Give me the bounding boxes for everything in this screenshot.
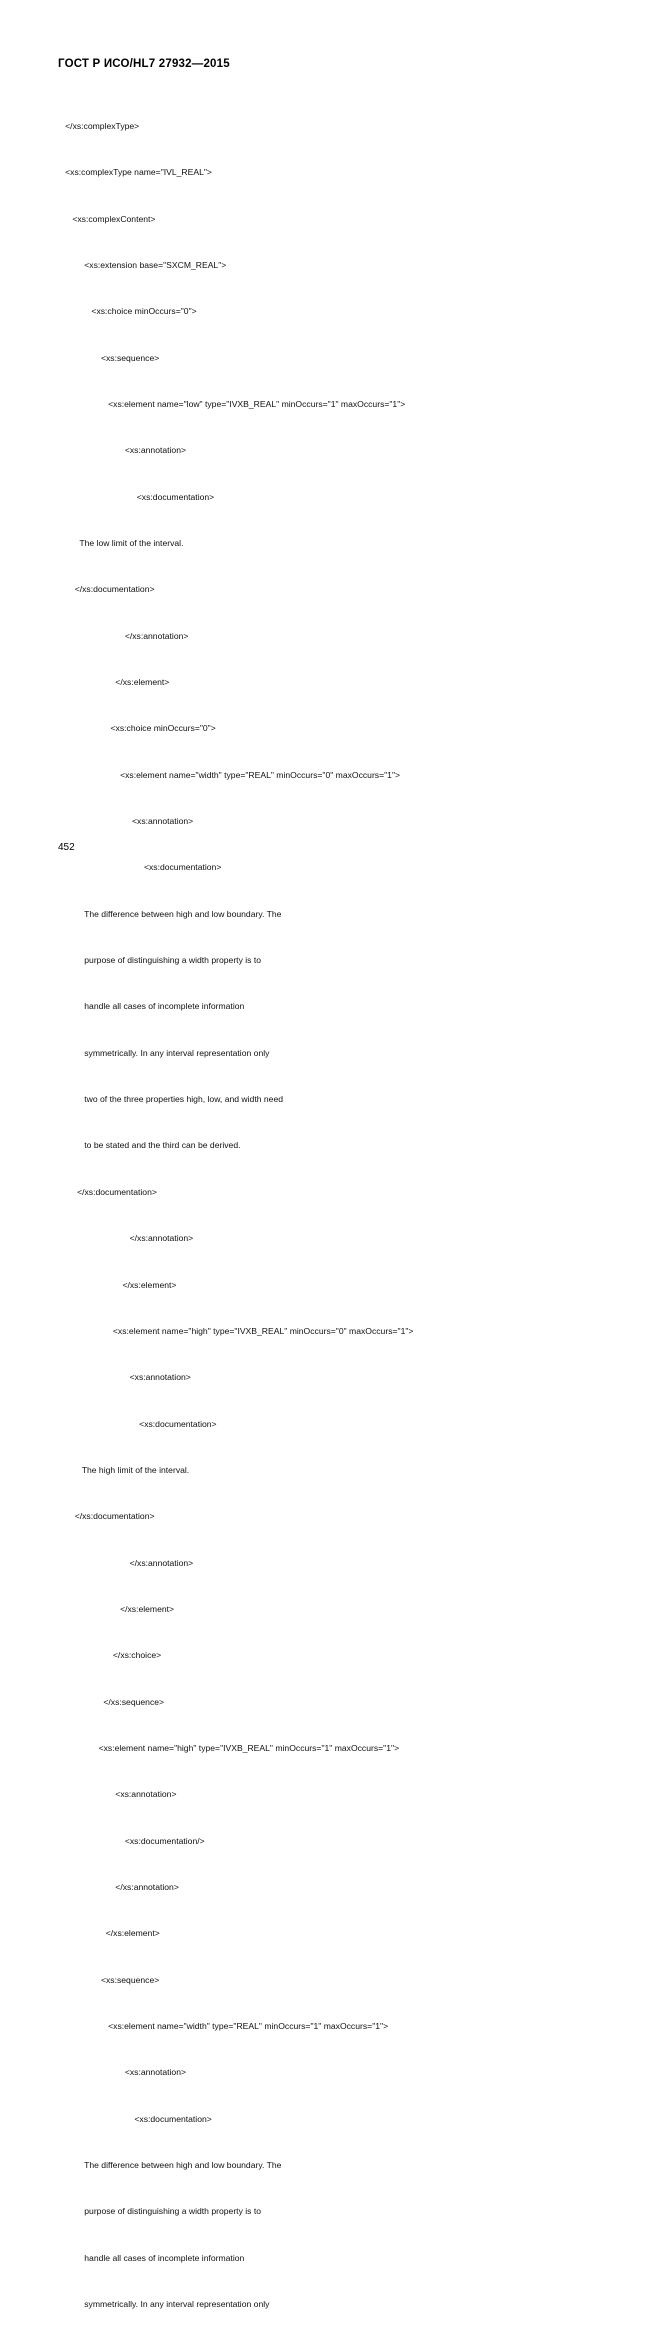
code-line: </xs:documentation> [58,1511,155,1522]
code-line: <xs:annotation> [58,2067,187,2078]
code-line: <xs:annotation> [58,816,194,827]
code-line: <xs:element name="width" type="REAL" minOccurs="0" maxOccurs="1"> [58,769,401,780]
code-line: </xs:complexType> [58,120,140,131]
page-header: ГОСТ Р ИСО/HL7 27932—2015 [58,58,230,70]
code-line: to be stated and the third can be derived. [58,1140,241,1151]
code-line: two of the three properties high, low, and width need [58,1094,284,1105]
code-line: The high limit of the interval. [58,1464,190,1475]
code-line: The low limit of the interval. [58,538,184,548]
page-number: 452 [58,842,75,853]
code-line: <xs:sequence> [58,352,160,363]
code-line: <xs:annotation> [58,1789,177,1800]
code-line: <xs:complexType name="IVL_REAL"> [58,167,212,178]
code-line: handle all cases of incomplete information [58,2252,245,2263]
code-line: <xs:documentation/> [58,1835,205,1846]
code-line: </xs:element> [58,677,170,688]
code-line: </xs:annotation> [58,1233,194,1244]
code-line: </xs:element> [58,1603,175,1614]
code-line: </xs:annotation> [58,1881,179,1892]
code-line: <xs:element name="width" type="REAL" minOccurs="1" maxOccurs="1"> [58,2021,389,2031]
code-line: <xs:documentation> [58,862,222,873]
code-line: <xs:element name="high" type="IVXB_REAL" minOccurs="1" maxOccurs="1"> [58,1742,400,1753]
code-line: </xs:annotation> [58,630,189,641]
code-line: <xs:documentation> [58,2113,212,2124]
code-line: The difference between high and low boundary. The [58,2160,282,2171]
xsd-code-block [58,88,618,2343]
code-line: The difference between high and low boundary. The [58,908,282,919]
code-line: <xs:documentation> [58,1418,217,1429]
code-line: </xs:element> [58,1928,160,1939]
code-line: <xs:annotation> [58,1372,191,1383]
code-line: <xs:complexContent> [58,213,156,224]
code-line: purpose of distinguishing a width property is to [58,955,262,966]
code-line: </xs:element> [58,1279,177,1290]
code-line: <xs:sequence> [58,1974,160,1985]
code-line: </xs:documentation> [58,584,155,595]
code-line: </xs:documentation> [58,1186,157,1197]
code-line: symmetrically. In any interval representation only [58,2299,270,2310]
code-line: <xs:extension base="SXCM_REAL"> [58,259,227,270]
code-line: <xs:choice minOccurs="0"> [58,723,216,734]
code-line: handle all cases of incomplete information [58,1001,245,1012]
code-line: symmetrically. In any interval representation only [58,1047,270,1058]
code-line: <xs:element name="low" type="IVXB_REAL" minOccurs="1" maxOccurs="1"> [58,398,406,409]
code-line: purpose of distinguishing a width property is to [58,2206,262,2217]
code-line: </xs:sequence> [58,1696,165,1707]
code-line: <xs:documentation> [58,491,215,502]
code-line: </xs:choice> [58,1650,162,1661]
code-line: <xs:choice minOccurs="0"> [58,306,197,317]
code-line: </xs:annotation> [58,1557,194,1568]
code-line: <xs:annotation> [58,445,187,456]
code-line: <xs:element name="high" type="IVXB_REAL" minOccurs="0" maxOccurs="1"> [58,1325,414,1336]
